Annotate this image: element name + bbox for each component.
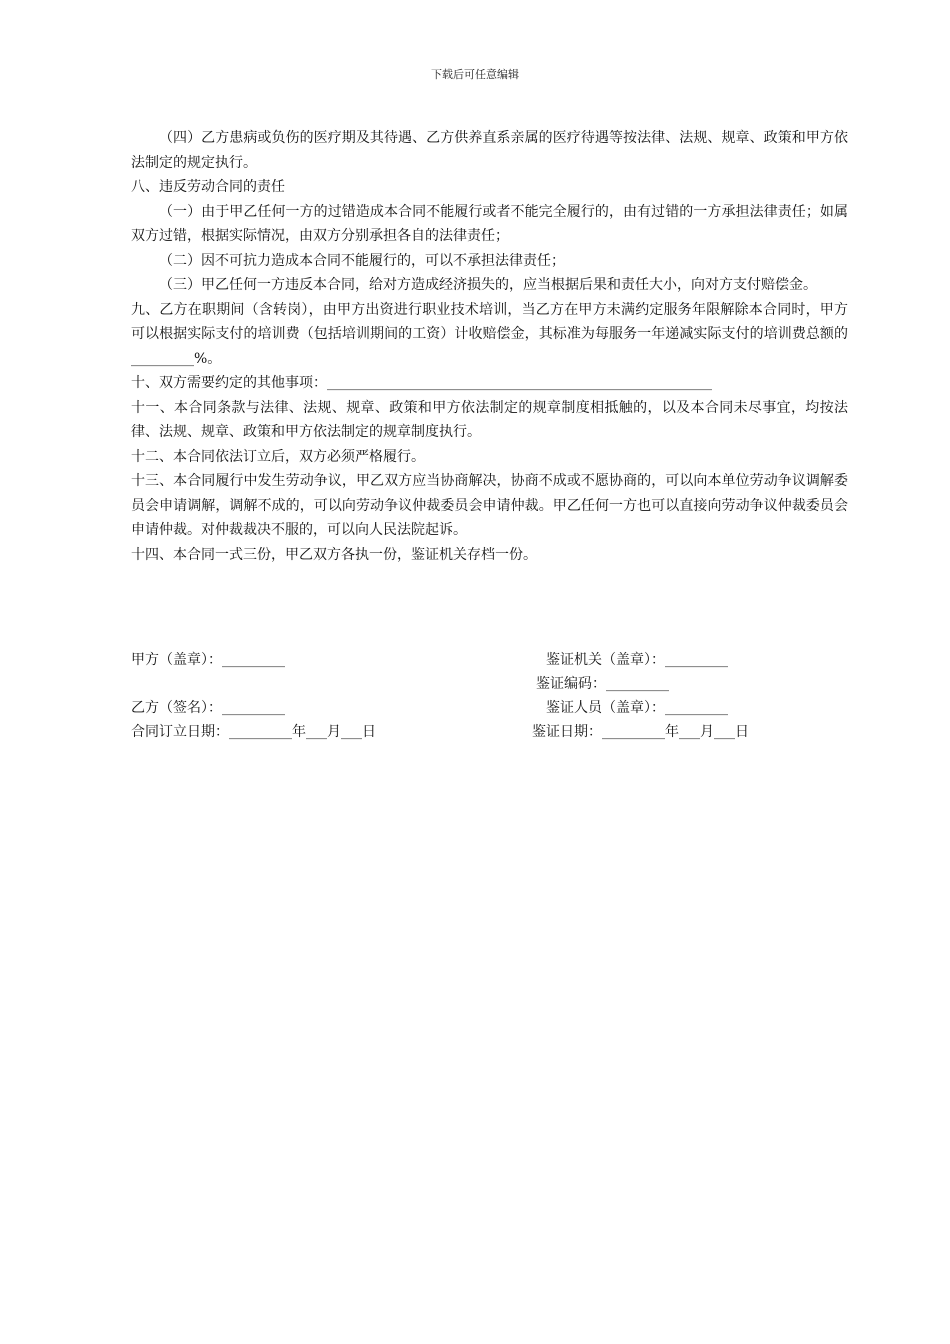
section-12: 十二、本合同依法订立后，双方必须严格履行。: [131, 448, 425, 465]
section-10: 十、双方需要约定的其他事项：_______________________________________________________: [131, 375, 712, 391]
cert-agency-seal-line: 鉴证机关（盖章）：_________: [546, 652, 728, 668]
section-14: 十四、本合同一式三份，甲乙双方各执一份，鉴证机关存档一份。: [131, 546, 537, 563]
clause-7-4: （四）乙方患病或负伤的医疗期及其待遇、乙方供养直系亲属的医疗待遇等按法律、法规、规章、政策和甲方依法制定的规定执行。: [131, 130, 848, 171]
clause-8-2: （二）因不可抗力造成本合同不能履行的，可以不承担法律责任；: [159, 252, 565, 269]
page-header: 下载后可任意编辑: [431, 68, 519, 81]
section-11: 十一、本合同条款与法律、法规、规章、政策和甲方依法制定的规章制度相抵触的，以及本合同未尽事宜，均按法律、法规、规章、政策和甲方依法制定的规章制度执行。: [131, 399, 848, 440]
cert-code-line: 鉴证编码：_________: [536, 676, 669, 692]
party-a-seal-line: 甲方（盖章）：_________: [131, 652, 285, 668]
section-8-heading: 八、违反劳动合同的责任: [131, 179, 285, 195]
section-9: 九、乙方在职期间（含转岗），由甲方出资进行职业技术培训，当乙方在甲方未满约定服务年限解除本合同时，甲方可以根据实际支付的培训费（包括培训期间的工资）计收赔偿金，其标准为每服务一年递减实际支付的培训费总额的_________%。: [131, 301, 848, 367]
cert-person-seal-line: 鉴证人员（盖章）：_________: [546, 700, 728, 716]
clause-8-3: （三）甲乙任何一方违反本合同，给对方造成经济损失的，应当根据后果和责任大小，向对方支付赔偿金。: [159, 277, 817, 293]
clause-8-1: （一）由于甲乙任何一方的过错造成本合同不能履行或者不能完全履行的，由有过错的一方承担法律责任；如属双方过错，根据实际情况，由双方分别承担各自的法律责任；: [131, 203, 848, 244]
contract-date-line: 合同订立日期：_________年___月___日: [131, 724, 376, 740]
section-13: 十三、本合同履行中发生劳动争议，甲乙双方应当协商解决，协商不成或不愿协商的，可以向本单位劳动争议调解委员会申请调解，调解不成的，可以向劳动争议仲裁委员会申请仲裁。甲乙任何一方也可以直接向劳动争议仲裁委员会申请仲裁。对仲裁裁决不服的，可以向人民法院起诉。: [131, 473, 848, 538]
party-b-signature-line: 乙方（签名）：_________: [131, 700, 285, 716]
cert-date-line: 鉴证日期：_________年___月___日: [532, 724, 749, 740]
contract-body: [131, 126, 848, 567]
